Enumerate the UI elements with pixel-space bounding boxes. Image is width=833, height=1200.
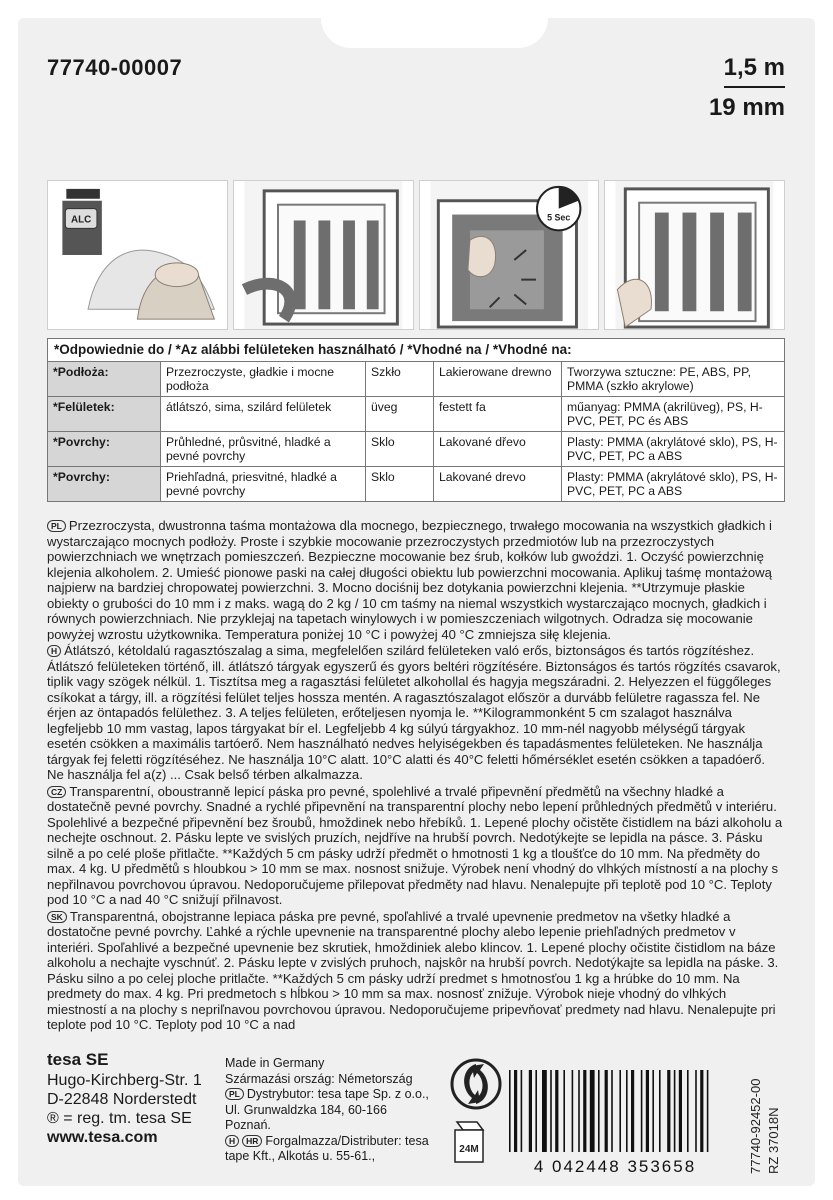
alc-label: ALC: [71, 214, 92, 226]
manufacturer-info: [47, 1050, 202, 1147]
country-code: PL: [47, 520, 66, 532]
barcode-bar: [521, 1070, 523, 1152]
barcode-bar: [700, 1070, 703, 1152]
text-block-h: [47, 643, 785, 783]
instruction-steps: [47, 180, 785, 330]
text-block-sk: [47, 909, 785, 1033]
side-codes: [738, 1062, 788, 1177]
size-spec: [709, 52, 785, 124]
country-code: CZ: [47, 786, 66, 798]
mounted-frame-illustration: [605, 181, 784, 329]
barcode-bar: [529, 1070, 532, 1152]
table-header: *Odpowiednie do / *Az alábbi felületeken használható / *Vhodné na / *Vhodné na:: [48, 339, 785, 362]
barcode-bar: [687, 1070, 689, 1152]
table-cell: Szkło: [366, 362, 434, 397]
text-body: Transparentní, oboustranně lepicí páska pro pevné, spolehlivé a trvalé připevnění předmětů na všechny hladké a dostatečně pevné povrchy. Snadné a rychlé připevnění na transparentní plochy nebo lepení průhledných předmětů v interiéru. Spolehlivé a bezpečné připevnění bez šroubů, hmoždinek nebo hřebíků. 1. Lepené plochy očistěte čistidlem na bázi alkoholu a nechejte oschnout. 2. Pásku lepte ve svislých pruzích, nejdříve na hrubší povrch. Nedotýkejte se lepidla na pásce. 3. Pásku silně a po celé ploše přitlačte. **Každých 5 cm pásky udrží předmět o hmotnosti 1 kg a tloušťce do 10 mm. Na předměty do max. 4 kg. U předmětů s hloubkou > 10 mm se max. nosnost snižuje. Výrobek není vhodný do vlhkých místností a na plochy s nepřilnavou povrchovou úpravou. Nedoporučujeme přilepovat předměty nad hlavu. Nenalepujte při teplotě pod 10 °C. Teploty pod 10 °C a nad 40 °C snižují přilnavost.: [47, 783, 783, 907]
made-in: Made in Germany: [225, 1056, 325, 1070]
manufacturer-street: Hugo-Kirchberg-Str. 1: [47, 1072, 202, 1089]
barcode-bar: [555, 1070, 558, 1152]
article-number: 77740-00007: [47, 55, 183, 80]
barcode-bar: [695, 1070, 697, 1152]
pao-label: 24M: [459, 1144, 479, 1155]
manufacturer-name: tesa SE: [47, 1050, 109, 1069]
table-row: [48, 397, 785, 432]
manufacturer-city: D-22848 Norderstedt: [47, 1091, 197, 1108]
barcode-bar: [641, 1070, 643, 1152]
barcode-bar: [646, 1070, 649, 1152]
green-dot-recycle-icon: [450, 1058, 502, 1110]
step-3-press: [419, 180, 600, 330]
barcode-bar: [631, 1070, 634, 1152]
cleaning-illustration: [48, 181, 227, 329]
press-illustration: [420, 181, 599, 329]
barcode-bar: [590, 1070, 595, 1152]
country-code: HR: [242, 1135, 262, 1147]
row-label: *Povrchy:: [48, 432, 161, 467]
country-code: H: [225, 1135, 239, 1147]
table-cell: Przezroczyste, gładkie i mocne podłoża: [161, 362, 366, 397]
barcode-bar: [659, 1070, 661, 1152]
instruction-texts: [47, 518, 785, 1044]
table-row: [48, 467, 785, 502]
barcode-bar: [514, 1070, 517, 1152]
text-body: Transparentná, obojstranne lepiaca páska pre pevné, spoľahlivé a trvalé upevnenie predmetov na všetky hladké a dostatočne pevné povrchy. Ľahké a rýchle upevnenie na transparentné plochy alebo lepenie priehľadných predmetov v interiéri. Spoľahlivé a bezpečné upevnenie bez skrutiek, hmoždiniek alebo klincov. 1. Lepené plochy očistite čistidlom na báze alkoholu a nechajte vyschnúť. 2. Pásku lepte v zvislých pruhoch, najskôr na hrubší povrch. Nedotýkajte sa lepidla na páske. 3. Pásku silno a po celej ploche pritlačte. **Každých 5 cm pásky udrží predmet s hmotnosťou 1 kg a hrúbke do 10 mm. Na predmety do max. 4 kg. Pri predmetoch s hĺbkou > 10 mm sa max. nosnosť znižuje. Výrobok nieje vhodný do vlhkých miestností a na plochy s nepriľnavou povrchovou úpravou. Nedoporučujeme pripevňovať predmety nad hlavu. Nenalepujte pri teplote pod 10 °C. Teploty pod 10 °C a nad: [47, 908, 779, 1032]
barcode-bar: [605, 1070, 608, 1152]
barcode-bar: [598, 1070, 600, 1152]
table-cell: Lakierowane drewno: [434, 362, 562, 397]
distributor-hu: [225, 1134, 435, 1165]
text-body: Przezroczysta, dwustronna taśma montażowa dla mocnego, bezpiecznego, trwałego mocowania na wszystkich gładkich i wystarczająco mocnych podłoży. Proste i szybkie mocowanie przezroczystych przedmiotów lub na przezroczystych powierzchniach we wnętrzach pomieszczeń. Bezpieczne mocowanie bez śrub, kołków lub gwoździ. 1. Oczyść powierzchnię klejenia alkoholem. 2. Umieść pionowe paski na całej długości obiektu lub powierzchni mocowania. Aplikuj taśmę montażową najpierw na bardziej chropowatej powierzchni. 3. Mocno dociśnij bez dotykania powierzchni klejenia. **Utrzymuje płaskie obiekty o grubości do 10 mm i z maks. wagą do 2 kg / 10 cm taśmy na niemal wszystkich wystarczająco mocnych, gładkich i równych powierzchniach. Nie przyklejaj na tapetach winylowych i w pomieszczeniach wilgotnych. Odradza się mocowanie powyżej wzrostu użytkownika. Temperatura poniżej 10 °C i powyżej 40 °C zmniejsza siłę klejenia.: [47, 518, 772, 642]
barcode-bar: [707, 1070, 709, 1152]
barcode-bar: [583, 1070, 586, 1152]
suitable-surfaces-table: [47, 338, 785, 502]
ean-barcode: [503, 1070, 728, 1175]
table-cell: Sklo: [366, 467, 434, 502]
text-block-cz: [47, 784, 785, 908]
step-4-mount: [604, 180, 785, 330]
table-cell: üveg: [366, 397, 434, 432]
distributor-pl-text: Dystrybutor: tesa tape Sp. z o.o., Ul. Grunwaldzka 184, 60-166 Poznań.: [225, 1087, 429, 1132]
country-code: H: [47, 645, 61, 657]
text-block-pl: [47, 518, 785, 642]
barcode-bar: [550, 1070, 552, 1152]
side-code-2: RZ 37018N: [766, 1107, 781, 1174]
table-cell: Sklo: [366, 432, 434, 467]
table-cell: Plasty: PMMA (akrylátové sklo), PS, H-PVC, PET, PC a ABS: [562, 432, 785, 467]
table-cell: Průhledné, průsvitné, hladké a pevné povrchy: [161, 432, 366, 467]
distributor-hu-text: Forgalmazza/Distributer: tesa tape Kft., Alkotás u. 55-61.,: [225, 1133, 429, 1163]
origin-hu: Származási ország: Németország: [225, 1071, 413, 1086]
barcode-bar: [611, 1070, 613, 1152]
barcode-bar: [619, 1070, 621, 1152]
barcode-bar: [578, 1070, 580, 1152]
table-cell: Priehľadná, priesvitné, hladké a pevné povrchy: [161, 467, 366, 502]
barcode-number: 4 042448 353658: [533, 1157, 697, 1175]
table-cell: Lakované drevo: [434, 467, 562, 502]
side-code-1: 77740-92452-00: [748, 1078, 763, 1174]
table-row: [48, 432, 785, 467]
table-row: [48, 362, 785, 397]
distributor-pl: [225, 1087, 435, 1134]
timer-label: 5 Sec: [546, 212, 570, 223]
country-code: SK: [47, 911, 67, 923]
table-cell: festett fa: [434, 397, 562, 432]
barcode-bar: [542, 1070, 547, 1152]
table-cell: Plasty: PMMA (akrylátové sklo), PS, H-PVC, PET, PC a ABS: [562, 467, 785, 502]
barcode-bar: [674, 1070, 676, 1152]
step-2-apply-strips: [233, 180, 414, 330]
barcode-bar: [572, 1070, 574, 1152]
row-label: *Povrchy:: [48, 467, 161, 502]
row-label: *Podłoża:: [48, 362, 161, 397]
table-cell: műanyag: PMMA (akrilüveg), PS, H-PVC, PET, PC és ABS: [562, 397, 785, 432]
frame-strips-illustration: [234, 181, 413, 329]
tape-width: 19 mm: [708, 94, 785, 121]
barcode-bar: [509, 1070, 511, 1152]
step-1-clean: [47, 180, 228, 330]
hang-hole: [321, 18, 548, 48]
barcode-bar: [652, 1070, 654, 1152]
country-code: PL: [225, 1088, 244, 1100]
barcode-bar: [679, 1070, 682, 1152]
text-body: Átlátszó, kétoldalú ragasztószalag a sima, megfelelően szilárd felületeken való erős, biztonságos és tartós rögzítéshez. Átlátszó felületeken történő, ill. átlátszó tárgyak egyszerű és gyors beltéri rögzítésére. Biztonságos és tartós rögzítés csavarok, tiplik vagy szögek nélkül. 1. Tisztítsa meg a ragasztási felületet alkohollal és hagyja megszáradni. 2. Helyezzen el függőleges csíkokat a tárgy, ill. a rögzítési felület teljes hossza mentén. A ragasztószalagot először a durvább felületre ragassza fel. Ne érjen az öntapadós felülethez. 3. A teljes felületen, erőteljesen nyomja le. **Kilogrammonként 5 cm szalagot használva legfeljebb 10 mm vastag, lapos tárgyakat bír el. Legfeljebb 4 kg súlyú tárgyakhoz. 10 mm-nél nagyobb mélységű tárgyak esetén csökken a maximális tartóerő. Nem használható nedves helyiségekben és tapadásmentes felületeken. Ne használja tárgyak fej feletti rögzítéséhez. Ne használja 10°C alatt. 10°C alatti és 40°C feletti hőmérséklet esetén csökken a tapadóerő. Ne használja fel a(z) ... Csak belső térben alkalmazza.: [47, 643, 781, 782]
barcode-bar: [535, 1070, 537, 1152]
website: www.tesa.com: [47, 1129, 158, 1146]
table-cell: Lakované dřevo: [434, 432, 562, 467]
barcode-bar: [626, 1070, 628, 1152]
origin-info: [225, 1056, 435, 1165]
barcode-bar: [563, 1070, 565, 1152]
trademark-note: ® = reg. tm. tesa SE: [47, 1110, 192, 1127]
row-label: *Felületek:: [48, 397, 161, 432]
pao-jar-icon: [449, 1118, 489, 1173]
barcode-bar: [667, 1070, 670, 1152]
table-cell: Tworzywa sztuczne: PE, ABS, PP, PMMA (szkło akrylowe): [562, 362, 785, 397]
tape-length: 1,5 m: [724, 52, 785, 88]
table-cell: átlátszó, sima, szilárd felületek: [161, 397, 366, 432]
